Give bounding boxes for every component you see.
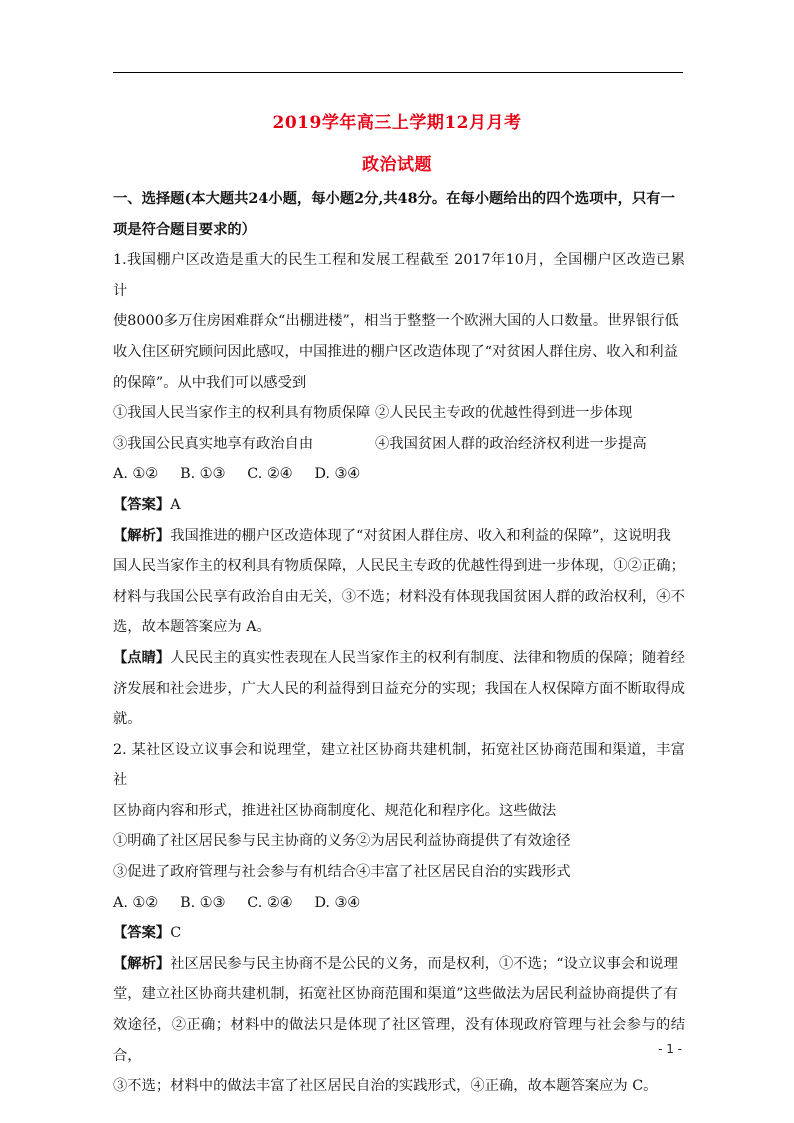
- document-title: 2019学年高三上学期12月月考: [272, 113, 522, 133]
- question-1-comment-line: 就。: [113, 711, 142, 728]
- question-1-choice-b: B. ①③: [180, 466, 226, 483]
- question-2-analysis-line: ③不选；材料中的做法丰富了社区居民自治的实践形式，④正确，故本题答案应为 C。: [113, 1078, 658, 1095]
- question-2-choice-d: D. ③④: [314, 894, 361, 911]
- question-1-comment-line: 济发展和社会进步，广大人民的利益得到日益充分的实现；我国在人权保障方面不断取得成: [113, 680, 685, 697]
- question-1-choices: [113, 459, 685, 490]
- question-1-option-2: ②人民民主专政的优越性得到进一步体现: [375, 405, 633, 422]
- question-1-stem-line: 使8000多万住房困难群众“出棚进楼”，相当于整整一个欧洲大国的人口数量。世界银行低: [113, 313, 679, 330]
- question-1-analysis-line: 材料与我国公民享有政治自由无关，③不选；材料没有体现我国贫困人群的政治权利，④不: [113, 588, 685, 605]
- question-2-choice-a: A. ①②: [113, 894, 159, 911]
- question-1-stem-line: 的保障”。从中我们可以感受到: [113, 374, 307, 391]
- answer-value: C: [170, 925, 182, 942]
- question-2-analysis-line: [113, 949, 685, 980]
- question-1-answer: [113, 490, 685, 521]
- analysis-label: 【解析】: [113, 955, 171, 972]
- question-1-choice-a: A. ①②: [113, 466, 159, 483]
- analysis-text: 社区居民参与民主协商不是公民的义务，而是权利，①不选；“设立议事会和说理: [170, 955, 678, 972]
- question-2-option-line: ①明确了社区居民参与民主协商的义务②为居民利益协商提供了有效途径: [113, 833, 571, 850]
- question-1-options-row-1: [113, 398, 685, 429]
- question-2-stem-line: 2. 某社区设立议事会和说理堂，建立社区协商共建机制，拓宽社区协商范围和渠道，丰富社: [113, 741, 685, 789]
- section-heading-line-1: 一、选择题(本大题共24小题，每小题2分,共48分。在每小题给出的四个选项中，只有一: [113, 191, 675, 207]
- answer-label: 【答案】: [113, 925, 171, 942]
- document-subtitle: 政治试题: [362, 155, 432, 175]
- question-1-analysis-line: [113, 521, 685, 552]
- question-1-analysis-line: 选，故本题答案应为 A。: [113, 619, 271, 636]
- section-heading-line-2: 项是符合题目要求的）: [113, 221, 256, 238]
- question-1-option-1: ①我国人民当家作主的权利具有物质保障: [113, 405, 371, 422]
- question-1: [113, 245, 685, 735]
- page-number: - 1 -: [658, 1042, 682, 1056]
- question-2-analysis-line: 效途径，②正确；材料中的做法只是体现了社区管理，没有体现政府管理与社会参与的结合，: [113, 1017, 685, 1064]
- question-1-stem-line: 1.我国棚户区改造是重大的民生工程和发展工程截至 2017年10月，全国棚户区改造已累 计: [113, 252, 685, 299]
- question-1-options-row-2: [113, 429, 685, 460]
- question-2-choice-c: C. ②④: [247, 894, 293, 911]
- question-2: [113, 735, 685, 1102]
- question-2-analysis-line: 堂，建立社区协商共建机制，拓宽社区协商范围和渠道”这些做法为居民利益协商提供了有: [113, 986, 678, 1003]
- question-1-choice-d: D. ③④: [314, 466, 361, 483]
- question-1-comment-line: [113, 643, 685, 674]
- comment-label: 【点睛】: [113, 649, 171, 666]
- header-rule: [113, 72, 683, 73]
- question-1-option-4: ④我国贫困人群的政治经济权利进一步提高: [375, 435, 647, 452]
- analysis-text: 我国推进的棚户区改造体现了“对贫困人群住房、收入和利益的保障”，这说明我: [170, 527, 671, 544]
- analysis-label: 【解析】: [113, 527, 171, 544]
- question-2-choices: [113, 888, 685, 919]
- question-1-choice-c: C. ②④: [247, 466, 293, 483]
- question-2-answer: [113, 918, 685, 949]
- question-2-choice-b: B. ①③: [180, 894, 226, 911]
- comment-text: 人民民主的真实性表现在人民当家作主的权利有制度、法律和物质的保障；随着经: [170, 649, 685, 666]
- question-1-stem-line: 收入住区研究顾问因此感叹，中国推进的棚户区改造体现了“对贫困人群住房、收入和利益: [113, 343, 678, 360]
- document-body: [113, 184, 685, 1102]
- answer-label: 【答案】: [113, 496, 171, 513]
- question-2-stem-line: 区协商内容和形式，推进社区协商制度化、规范化和程序化。这些做法: [113, 802, 557, 819]
- question-1-analysis-line: 国人民当家作主的权利具有物质保障，人民民主专政的优越性得到进一步体现，①②正确；: [113, 558, 685, 575]
- question-1-option-3: ③我国公民真实地享有政治自由: [113, 435, 314, 452]
- question-2-option-line: ③促进了政府管理与社会参与有机结合④丰富了社区居民自治的实践形式: [113, 864, 571, 881]
- answer-value: A: [170, 496, 181, 513]
